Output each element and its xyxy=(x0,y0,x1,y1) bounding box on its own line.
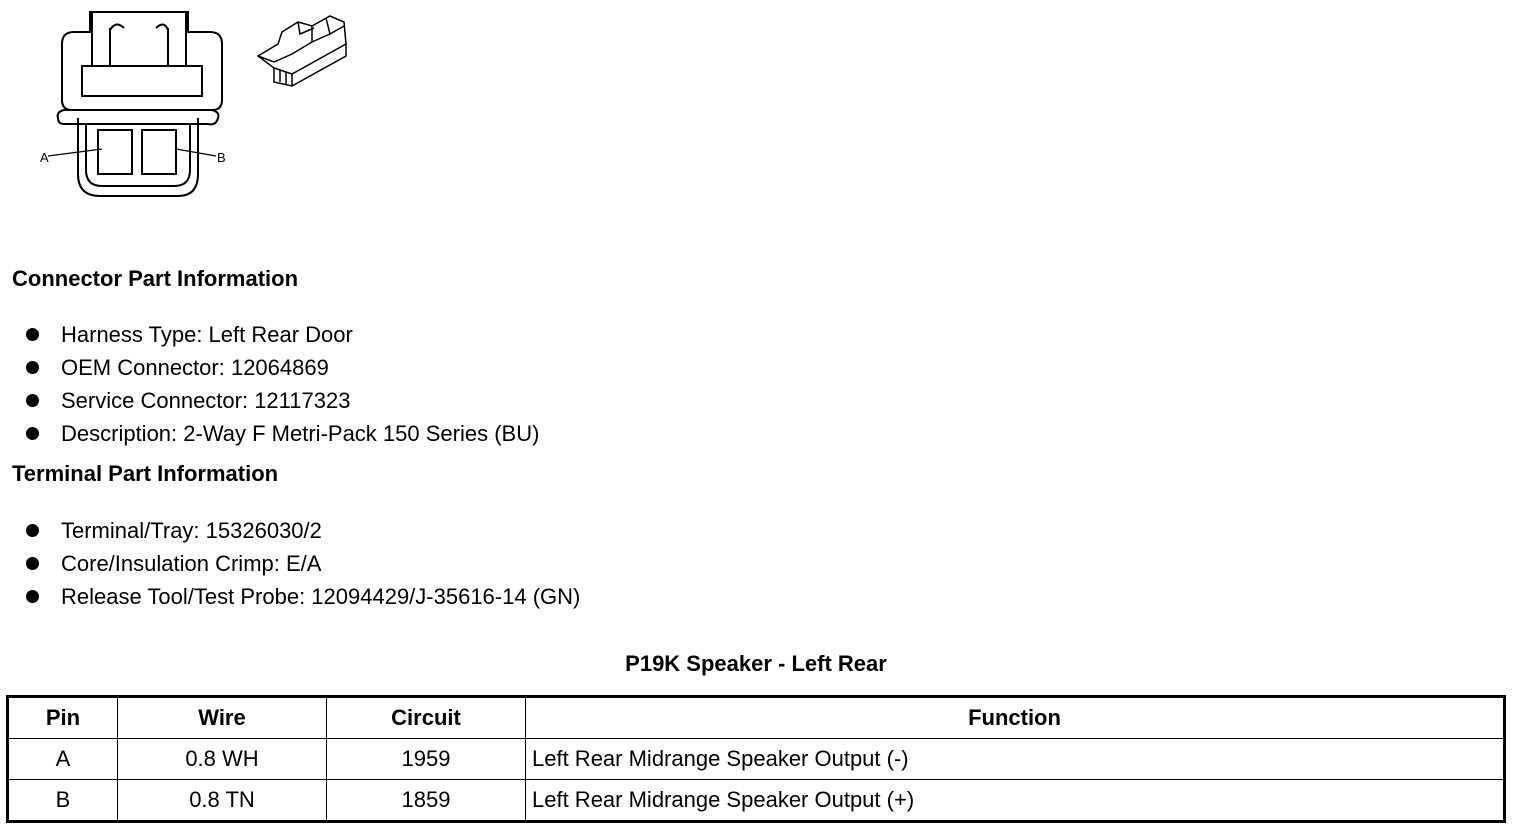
list-item: Harness Type: Left Rear Door xyxy=(26,318,539,351)
connector-face-view xyxy=(48,12,222,196)
connector-isometric-view xyxy=(258,16,346,86)
bullet-icon xyxy=(26,328,39,341)
cell-wire: 0.8 TN xyxy=(118,780,327,822)
cavity-a xyxy=(98,130,132,174)
bullet-icon xyxy=(26,394,39,407)
list-item: Terminal/Tray: 15326030/2 xyxy=(26,514,580,547)
cell-function: Left Rear Midrange Speaker Output (+) xyxy=(526,780,1505,822)
bullet-icon xyxy=(26,427,39,440)
connector-info-list xyxy=(26,318,539,450)
table-row xyxy=(8,739,1505,780)
cell-function: Left Rear Midrange Speaker Output (-) xyxy=(526,739,1505,780)
table-row xyxy=(8,780,1505,822)
cell-circuit: 1959 xyxy=(327,739,526,780)
cavity-b xyxy=(142,130,176,174)
bullet-icon xyxy=(26,557,39,570)
column-header-pin: Pin xyxy=(8,697,118,739)
cell-circuit: 1859 xyxy=(327,780,526,822)
bullet-icon xyxy=(26,590,39,603)
table-header-row xyxy=(8,697,1505,739)
terminal-info-heading: Terminal Part Information xyxy=(12,461,279,486)
terminal-info-list xyxy=(26,514,580,613)
column-header-circuit: Circuit xyxy=(327,697,526,739)
pinout-table-title: P19K Speaker - Left Rear xyxy=(625,651,887,676)
bullet-icon xyxy=(26,361,39,374)
list-item: OEM Connector: 12064869 xyxy=(26,351,539,384)
cell-wire: 0.8 WH xyxy=(118,739,327,780)
column-header-function: Function xyxy=(526,697,1505,739)
cell-pin: A xyxy=(8,739,118,780)
list-item: Core/Insulation Crimp: E/A xyxy=(26,547,580,580)
list-item: Service Connector: 12117323 xyxy=(26,384,539,417)
list-item: Description: 2-Way F Metri-Pack 150 Series (BU) xyxy=(26,417,539,450)
cell-pin: B xyxy=(8,780,118,822)
pin-label-a: A xyxy=(40,150,49,165)
pin-label-b: B xyxy=(217,150,226,165)
column-header-wire: Wire xyxy=(118,697,327,739)
pinout-table xyxy=(6,695,1506,823)
list-item: Release Tool/Test Probe: 12094429/J-35616-14 (GN) xyxy=(26,580,580,613)
bullet-icon xyxy=(26,524,39,537)
connector-face-drawing xyxy=(30,4,360,204)
connector-info-heading: Connector Part Information xyxy=(12,266,299,291)
